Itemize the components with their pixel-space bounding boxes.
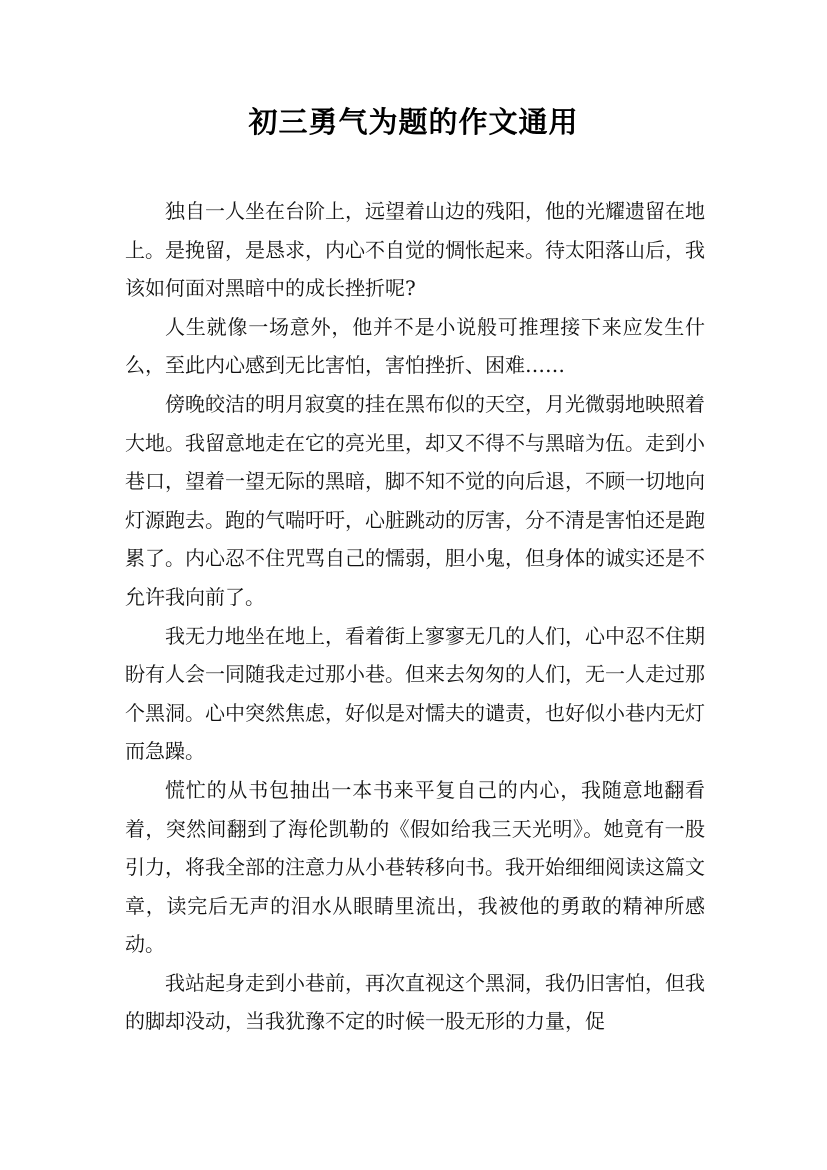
- paragraph: 独自一人坐在台阶上，远望着山边的残阳，他的光耀遗留在地上。是挽留，是恳求，内心不自觉的惆怅起来。待太阳落山后，我该如何面对黑暗中的成长挫折呢?: [125, 199, 705, 301]
- paragraph: 我站起身走到小巷前，再次直视这个黑洞，我仍旧害怕，但我的脚却没动，当我犹豫不定的时候一股无形的力量，促: [125, 970, 705, 1034]
- document-title: 初三勇气为题的作文通用: [248, 105, 579, 139]
- document-body: [125, 192, 705, 1041]
- paragraph: 人生就像一场意外，他并不是小说般可推理接下来应发生什么，至此内心感到无比害怕，害怕挫折、困难……: [125, 314, 705, 378]
- paragraph: 慌忙的从书包抽出一本书来平复自己的内心，我随意地翻看着，突然间翻到了海伦凯勒的《假如给我三天光明》。她竟有一股引力，将我全部的注意力从小巷转移向书。我开始细细阅读这篇文章，读完后无声的泪水从眼睛里流出，我被他的勇敢的精神所感动。: [125, 777, 705, 957]
- paragraph: 我无力地坐在地上，看着街上寥寥无几的人们，心中忍不住期盼有人会一同随我走过那小巷。但来去匆匆的人们，无一人走过那个黑洞。心中突然焦虑，好似是对懦夫的谴责，也好似小巷内无灯而急躁。: [125, 623, 705, 764]
- paragraph: 傍晚皎洁的明月寂寞的挂在黑布似的天空，月光微弱地映照着大地。我留意地走在它的亮光里，却又不得不与黑暗为伍。走到小巷口，望着一望无际的黑暗，脚不知不觉的向后退，不顾一切地向灯源跑去。跑的气喘吁吁，心脏跳动的厉害，分不清是害怕还是跑累了。内心忍不住咒骂自己的懦弱，胆小鬼，但身体的诚实还是不允许我向前了。: [125, 391, 705, 609]
